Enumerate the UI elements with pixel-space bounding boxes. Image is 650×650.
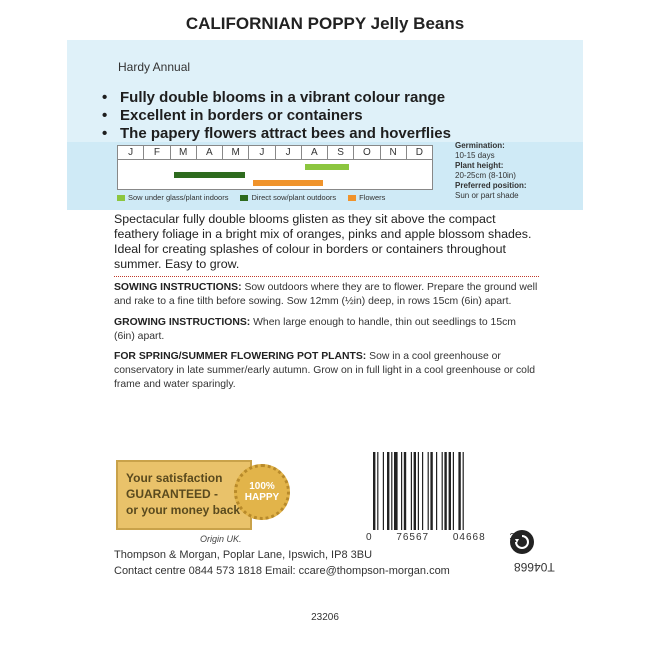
month-label: O	[354, 146, 380, 159]
contact: Contact centre 0844 573 1818 Email: ccare@thompson-morgan.com	[114, 565, 450, 577]
barcode-line	[436, 452, 437, 530]
sowing-instructions	[114, 281, 539, 309]
feature-item: • The papery flowers attract bees and hoverflies	[102, 125, 451, 143]
divider	[114, 276, 539, 277]
barcode-line	[387, 452, 389, 530]
guarantee-line3: or your money back	[126, 503, 241, 517]
barcode-line	[422, 452, 423, 530]
footer-code: 23206	[311, 612, 339, 623]
guarantee-box	[116, 460, 252, 530]
seal-word: HAPPY	[244, 492, 280, 503]
legend-item	[348, 193, 385, 202]
barcode-line	[442, 452, 443, 530]
position-label: Preferred position:	[455, 181, 527, 190]
pot-text: Sow in a cool greenhouse or conservatory in late summer/early autumn. Grow on in full light in a cool greenhouse or cold frame and water sparingly.	[114, 351, 536, 390]
legend-item	[240, 193, 336, 202]
sowing-heading: SOWING INSTRUCTIONS:	[114, 282, 242, 293]
barcode-line	[453, 452, 454, 530]
month-label: A	[197, 146, 223, 159]
month-label: N	[381, 146, 407, 159]
pot-heading: FOR SPRING/SUMMER FLOWERING POT PLANTS:	[114, 351, 367, 362]
plant-specs	[455, 141, 583, 201]
sowing-text: Sow outdoors where they are to flower. Prepare the ground well and rake to a fine tilth before sowing. Sow 12mm (½in) deep, in rows 15cm (6in) apart.	[114, 282, 538, 307]
month-label: M	[171, 146, 197, 159]
height-value: 20-25cm (8-10in)	[455, 171, 516, 180]
germination-label: Germination:	[455, 141, 505, 150]
legend-label: Direct sow/plant outdoors	[251, 193, 337, 202]
barcode-line	[383, 452, 384, 530]
legend-swatch	[348, 195, 356, 201]
barcode-line	[404, 452, 406, 530]
calendar-months	[118, 146, 432, 160]
plant-type: Hardy Annual	[118, 60, 191, 74]
feature-list	[102, 89, 451, 143]
month-label: J	[249, 146, 275, 159]
barcode-line	[430, 452, 432, 530]
month-label: J	[276, 146, 302, 159]
barcode-digit: 0	[366, 532, 373, 543]
barcode-line	[458, 452, 460, 530]
position-value: Sun or part shade	[455, 191, 519, 200]
guarantee-badge	[116, 460, 292, 530]
description: Spectacular fully double blooms glisten as they sit above the compact feathery foliage in a bright mix of oranges, pinks and apple blossom shades. Ideal for creating splashes of colour in borders or containers throughout summer. Easy to grow.	[114, 212, 532, 271]
barcode-line	[394, 452, 398, 530]
calendar-bar	[253, 180, 324, 186]
seal-percent: 100%	[249, 481, 275, 492]
page-title: CALIFORNIAN POPPY Jelly Beans	[185, 14, 465, 33]
barcode-line	[444, 452, 446, 530]
barcode-line	[414, 452, 416, 530]
barcode-number	[366, 532, 516, 543]
sowing-calendar	[117, 145, 433, 190]
origin: Origin UK.	[200, 534, 242, 544]
month-label: A	[302, 146, 328, 159]
barcode-line	[391, 452, 392, 530]
barcode-line	[373, 452, 375, 530]
barcode-line	[428, 452, 429, 530]
month-label: F	[144, 146, 170, 159]
company-info	[114, 547, 450, 579]
product-code: T04668	[514, 560, 555, 574]
calendar-legend	[117, 193, 385, 202]
month-label: M	[223, 146, 249, 159]
legend-label: Flowers	[359, 193, 386, 202]
guarantee-line1: Your satisfaction	[126, 471, 223, 485]
legend-swatch	[117, 195, 125, 201]
barcode-line	[411, 452, 412, 530]
barcode-line	[449, 452, 451, 530]
guarantee-line2: GUARANTEED -	[126, 487, 218, 501]
happy-seal-icon	[234, 464, 290, 520]
feature-item: • Excellent in borders or containers	[102, 107, 451, 125]
barcode-line	[377, 452, 378, 530]
calendar-bar	[174, 172, 245, 178]
month-label: J	[118, 146, 144, 159]
barcode-line	[463, 452, 464, 530]
germination-value: 10-15 days	[455, 151, 495, 160]
guarantee-text	[126, 470, 240, 518]
calendar-bar	[305, 164, 349, 170]
growing-heading: GROWING INSTRUCTIONS:	[114, 317, 251, 328]
growing-instructions	[114, 316, 539, 344]
pot-instructions	[114, 350, 539, 392]
height-label: Plant height:	[455, 161, 504, 170]
barcode-line	[401, 452, 402, 530]
month-label: D	[415, 147, 423, 158]
barcode-line	[418, 452, 419, 530]
legend-swatch	[240, 195, 248, 201]
recycle-icon	[510, 530, 534, 554]
barcode-digit: 04668	[452, 532, 486, 543]
growing-text: When large enough to handle, thin out seedlings to 15cm (6in) apart.	[114, 317, 516, 342]
legend-item	[117, 193, 228, 202]
barcode-digit: 76567	[396, 532, 430, 543]
feature-item: • Fully double blooms in a vibrant colour range	[102, 89, 451, 107]
month-label: S	[328, 146, 354, 159]
legend-label: Sow under glass/plant indoors	[128, 193, 229, 202]
barcode	[371, 452, 501, 532]
address: Thompson & Morgan, Poplar Lane, Ipswich, IP8 3BU	[114, 549, 373, 561]
